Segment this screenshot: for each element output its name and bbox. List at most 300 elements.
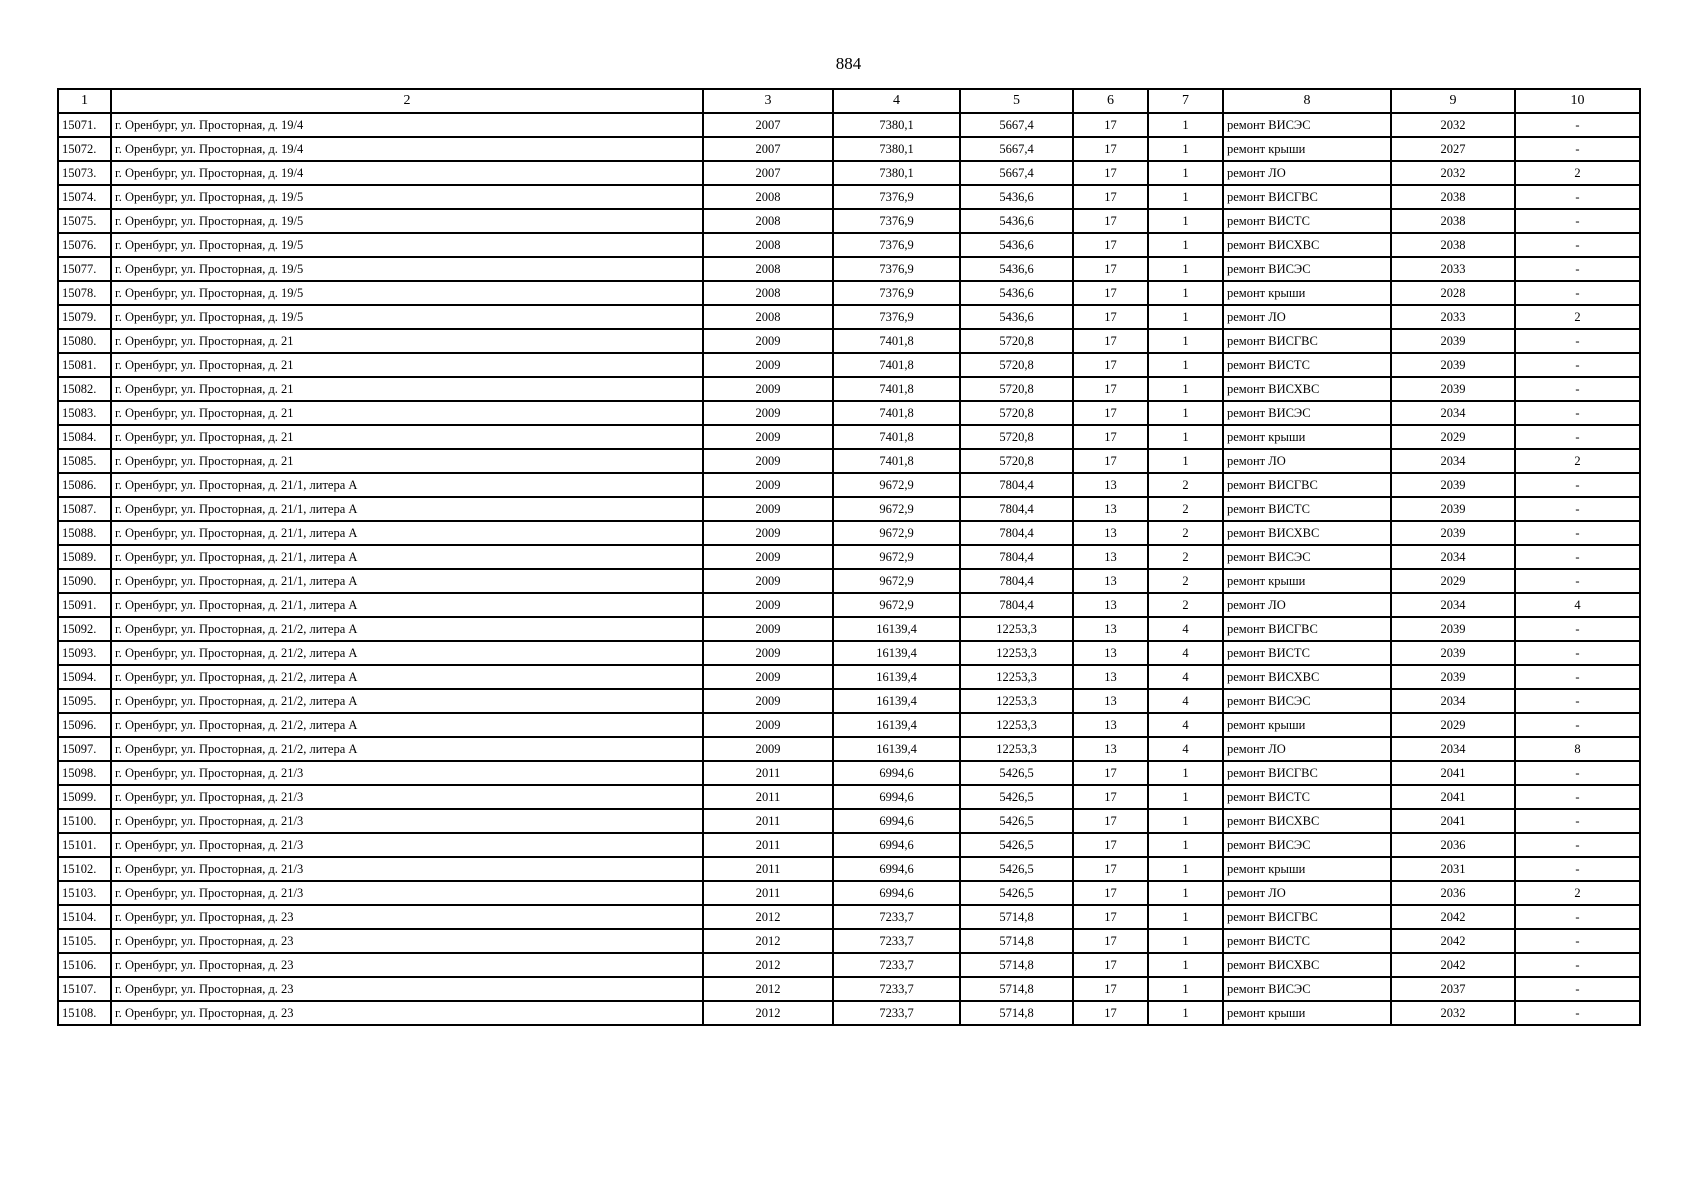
year-cell: 2009 — [703, 545, 833, 569]
year-cell: 2012 — [703, 905, 833, 929]
planned-year-cell: 2034 — [1391, 689, 1515, 713]
table-row — [58, 833, 1640, 857]
planned-year-cell: 2036 — [1391, 833, 1515, 857]
year-cell: 2009 — [703, 569, 833, 593]
total-area-cell: 9672,9 — [833, 521, 960, 545]
table-row — [58, 881, 1640, 905]
column-header: 6 — [1073, 89, 1148, 113]
work-type-cell: ремонт ВИСЭС — [1223, 257, 1391, 281]
address-cell: г. Оренбург, ул. Просторная, д. 19/5 — [111, 185, 703, 209]
year-cell: 2012 — [703, 1001, 833, 1025]
row-number: 15095. — [58, 689, 111, 713]
floors-cell: 17 — [1073, 881, 1148, 905]
total-area-cell: 7401,8 — [833, 449, 960, 473]
address-cell: г. Оренбург, ул. Просторная, д. 21/2, литера А — [111, 665, 703, 689]
floors-cell: 13 — [1073, 545, 1148, 569]
column-10-cell: - — [1515, 281, 1640, 305]
living-area-cell: 5720,8 — [960, 425, 1073, 449]
address-cell: г. Оренбург, ул. Просторная, д. 21 — [111, 329, 703, 353]
total-area-cell: 7401,8 — [833, 401, 960, 425]
total-area-cell: 9672,9 — [833, 545, 960, 569]
floors-cell: 17 — [1073, 1001, 1148, 1025]
column-header: 5 — [960, 89, 1073, 113]
living-area-cell: 5720,8 — [960, 377, 1073, 401]
table-row — [58, 449, 1640, 473]
table-row — [58, 857, 1640, 881]
living-area-cell: 5714,8 — [960, 929, 1073, 953]
living-area-cell: 5667,4 — [960, 113, 1073, 137]
total-area-cell: 7233,7 — [833, 977, 960, 1001]
floors-cell: 17 — [1073, 137, 1148, 161]
floors-cell: 17 — [1073, 377, 1148, 401]
row-number: 15102. — [58, 857, 111, 881]
year-cell: 2008 — [703, 233, 833, 257]
column-10-cell: - — [1515, 761, 1640, 785]
address-cell: г. Оренбург, ул. Просторная, д. 19/5 — [111, 281, 703, 305]
planned-year-cell: 2042 — [1391, 953, 1515, 977]
work-type-cell: ремонт ВИСТС — [1223, 929, 1391, 953]
table-row — [58, 353, 1640, 377]
total-area-cell: 7401,8 — [833, 425, 960, 449]
floors-cell: 17 — [1073, 953, 1148, 977]
floors-cell: 17 — [1073, 353, 1148, 377]
planned-year-cell: 2041 — [1391, 809, 1515, 833]
work-type-cell: ремонт ВИСХВС — [1223, 809, 1391, 833]
total-area-cell: 16139,4 — [833, 713, 960, 737]
address-cell: г. Оренбург, ул. Просторная, д. 21 — [111, 401, 703, 425]
planned-year-cell: 2029 — [1391, 713, 1515, 737]
table-row — [58, 113, 1640, 137]
column-10-cell: - — [1515, 521, 1640, 545]
year-cell: 2009 — [703, 329, 833, 353]
living-area-cell: 7804,4 — [960, 569, 1073, 593]
work-type-cell: ремонт ВИСЭС — [1223, 545, 1391, 569]
address-cell: г. Оренбург, ул. Просторная, д. 21/3 — [111, 833, 703, 857]
row-number: 15100. — [58, 809, 111, 833]
work-type-cell: ремонт крыши — [1223, 857, 1391, 881]
column-10-cell: - — [1515, 833, 1640, 857]
entrances-cell: 1 — [1148, 257, 1223, 281]
row-number: 15084. — [58, 425, 111, 449]
total-area-cell: 6994,6 — [833, 881, 960, 905]
column-10-cell: - — [1515, 113, 1640, 137]
year-cell: 2007 — [703, 161, 833, 185]
table-row — [58, 425, 1640, 449]
total-area-cell: 7376,9 — [833, 305, 960, 329]
planned-year-cell: 2032 — [1391, 161, 1515, 185]
table-row — [58, 713, 1640, 737]
column-header: 2 — [111, 89, 703, 113]
table-row — [58, 161, 1640, 185]
year-cell: 2008 — [703, 281, 833, 305]
column-10-cell: 2 — [1515, 305, 1640, 329]
address-cell: г. Оренбург, ул. Просторная, д. 21/2, литера А — [111, 689, 703, 713]
year-cell: 2011 — [703, 809, 833, 833]
column-header: 4 — [833, 89, 960, 113]
address-cell: г. Оренбург, ул. Просторная, д. 21/3 — [111, 809, 703, 833]
page-number: 884 — [835, 54, 862, 73]
table-row — [58, 641, 1640, 665]
total-area-cell: 7380,1 — [833, 137, 960, 161]
entrances-cell: 4 — [1148, 665, 1223, 689]
floors-cell: 13 — [1073, 665, 1148, 689]
total-area-cell: 7380,1 — [833, 161, 960, 185]
table-row — [58, 185, 1640, 209]
work-type-cell: ремонт ВИСТС — [1223, 497, 1391, 521]
address-cell: г. Оренбург, ул. Просторная, д. 21/1, литера А — [111, 545, 703, 569]
row-number: 15073. — [58, 161, 111, 185]
work-type-cell: ремонт ВИСХВС — [1223, 953, 1391, 977]
year-cell: 2011 — [703, 881, 833, 905]
address-cell: г. Оренбург, ул. Просторная, д. 23 — [111, 1001, 703, 1025]
planned-year-cell: 2041 — [1391, 785, 1515, 809]
entrances-cell: 1 — [1148, 161, 1223, 185]
table-row — [58, 401, 1640, 425]
planned-year-cell: 2034 — [1391, 545, 1515, 569]
living-area-cell: 7804,4 — [960, 521, 1073, 545]
entrances-cell: 4 — [1148, 737, 1223, 761]
living-area-cell: 5720,8 — [960, 401, 1073, 425]
row-number: 15108. — [58, 1001, 111, 1025]
year-cell: 2009 — [703, 377, 833, 401]
entrances-cell: 2 — [1148, 593, 1223, 617]
address-cell: г. Оренбург, ул. Просторная, д. 21/3 — [111, 761, 703, 785]
living-area-cell: 7804,4 — [960, 545, 1073, 569]
row-number: 15088. — [58, 521, 111, 545]
total-area-cell: 9672,9 — [833, 569, 960, 593]
total-area-cell: 7376,9 — [833, 209, 960, 233]
entrances-cell: 4 — [1148, 641, 1223, 665]
total-area-cell: 6994,6 — [833, 857, 960, 881]
year-cell: 2008 — [703, 209, 833, 233]
entrances-cell: 4 — [1148, 617, 1223, 641]
row-number: 15072. — [58, 137, 111, 161]
living-area-cell: 5436,6 — [960, 185, 1073, 209]
work-type-cell: ремонт крыши — [1223, 713, 1391, 737]
address-cell: г. Оренбург, ул. Просторная, д. 21 — [111, 449, 703, 473]
year-cell: 2012 — [703, 977, 833, 1001]
floors-cell: 17 — [1073, 833, 1148, 857]
column-10-cell: - — [1515, 545, 1640, 569]
floors-cell: 17 — [1073, 185, 1148, 209]
floors-cell: 17 — [1073, 977, 1148, 1001]
entrances-cell: 1 — [1148, 929, 1223, 953]
total-area-cell: 7401,8 — [833, 353, 960, 377]
column-10-cell: - — [1515, 185, 1640, 209]
total-area-cell: 6994,6 — [833, 785, 960, 809]
table-row — [58, 497, 1640, 521]
planned-year-cell: 2028 — [1391, 281, 1515, 305]
planned-year-cell: 2038 — [1391, 209, 1515, 233]
planned-year-cell: 2039 — [1391, 473, 1515, 497]
living-area-cell: 5426,5 — [960, 809, 1073, 833]
floors-cell: 13 — [1073, 713, 1148, 737]
address-cell: г. Оренбург, ул. Просторная, д. 21/2, литера А — [111, 617, 703, 641]
total-area-cell: 7376,9 — [833, 257, 960, 281]
planned-year-cell: 2042 — [1391, 929, 1515, 953]
column-10-cell: - — [1515, 641, 1640, 665]
column-10-cell: - — [1515, 665, 1640, 689]
floors-cell: 13 — [1073, 497, 1148, 521]
living-area-cell: 5714,8 — [960, 1001, 1073, 1025]
row-number: 15096. — [58, 713, 111, 737]
total-area-cell: 6994,6 — [833, 761, 960, 785]
planned-year-cell: 2039 — [1391, 617, 1515, 641]
entrances-cell: 1 — [1148, 425, 1223, 449]
living-area-cell: 12253,3 — [960, 689, 1073, 713]
table-row — [58, 233, 1640, 257]
entrances-cell: 4 — [1148, 689, 1223, 713]
address-cell: г. Оренбург, ул. Просторная, д. 23 — [111, 953, 703, 977]
floors-cell: 17 — [1073, 257, 1148, 281]
address-cell: г. Оренбург, ул. Просторная, д. 19/4 — [111, 137, 703, 161]
planned-year-cell: 2038 — [1391, 185, 1515, 209]
table-row — [58, 617, 1640, 641]
table-row — [58, 473, 1640, 497]
work-type-cell: ремонт ВИСХВС — [1223, 377, 1391, 401]
living-area-cell: 7804,4 — [960, 593, 1073, 617]
row-number: 15081. — [58, 353, 111, 377]
address-cell: г. Оренбург, ул. Просторная, д. 21/3 — [111, 785, 703, 809]
table-row — [58, 761, 1640, 785]
address-cell: г. Оренбург, ул. Просторная, д. 23 — [111, 905, 703, 929]
planned-year-cell: 2033 — [1391, 257, 1515, 281]
living-area-cell: 7804,4 — [960, 497, 1073, 521]
table-row — [58, 737, 1640, 761]
work-type-cell: ремонт ЛО — [1223, 881, 1391, 905]
work-type-cell: ремонт ВИСТС — [1223, 353, 1391, 377]
row-number: 15082. — [58, 377, 111, 401]
address-cell: г. Оренбург, ул. Просторная, д. 21 — [111, 353, 703, 377]
work-type-cell: ремонт ВИСГВС — [1223, 329, 1391, 353]
table-row — [58, 257, 1640, 281]
total-area-cell: 7376,9 — [833, 185, 960, 209]
floors-cell: 17 — [1073, 857, 1148, 881]
total-area-cell: 16139,4 — [833, 641, 960, 665]
column-10-cell: - — [1515, 785, 1640, 809]
floors-cell: 17 — [1073, 401, 1148, 425]
work-type-cell: ремонт ВИСГВС — [1223, 905, 1391, 929]
work-type-cell: ремонт ВИСЭС — [1223, 401, 1391, 425]
entrances-cell: 1 — [1148, 449, 1223, 473]
work-type-cell: ремонт ВИСХВС — [1223, 233, 1391, 257]
planned-year-cell: 2036 — [1391, 881, 1515, 905]
floors-cell: 13 — [1073, 689, 1148, 713]
living-area-cell: 12253,3 — [960, 617, 1073, 641]
living-area-cell: 5667,4 — [960, 161, 1073, 185]
row-number: 15091. — [58, 593, 111, 617]
table-row — [58, 593, 1640, 617]
floors-cell: 17 — [1073, 449, 1148, 473]
column-10-cell: 4 — [1515, 593, 1640, 617]
table-row — [58, 545, 1640, 569]
year-cell: 2009 — [703, 737, 833, 761]
total-area-cell: 16139,4 — [833, 617, 960, 641]
planned-year-cell: 2039 — [1391, 377, 1515, 401]
total-area-cell: 7233,7 — [833, 1001, 960, 1025]
entrances-cell: 1 — [1148, 185, 1223, 209]
row-number: 15077. — [58, 257, 111, 281]
floors-cell: 13 — [1073, 521, 1148, 545]
entrances-cell: 4 — [1148, 713, 1223, 737]
table-row — [58, 521, 1640, 545]
planned-year-cell: 2039 — [1391, 641, 1515, 665]
entrances-cell: 1 — [1148, 305, 1223, 329]
work-type-cell: ремонт крыши — [1223, 569, 1391, 593]
planned-year-cell: 2034 — [1391, 449, 1515, 473]
row-number: 15099. — [58, 785, 111, 809]
column-header: 1 — [58, 89, 111, 113]
planned-year-cell: 2032 — [1391, 113, 1515, 137]
header-row — [58, 89, 1640, 113]
total-area-cell: 7376,9 — [833, 281, 960, 305]
address-cell: г. Оренбург, ул. Просторная, д. 19/4 — [111, 113, 703, 137]
living-area-cell: 5436,6 — [960, 305, 1073, 329]
work-type-cell: ремонт ВИСХВС — [1223, 521, 1391, 545]
column-10-cell: - — [1515, 689, 1640, 713]
total-area-cell: 7233,7 — [833, 953, 960, 977]
address-cell: г. Оренбург, ул. Просторная, д. 23 — [111, 929, 703, 953]
work-type-cell: ремонт ВИСТС — [1223, 209, 1391, 233]
total-area-cell: 6994,6 — [833, 809, 960, 833]
total-area-cell: 7233,7 — [833, 905, 960, 929]
planned-year-cell: 2038 — [1391, 233, 1515, 257]
work-type-cell: ремонт ВИСЭС — [1223, 113, 1391, 137]
row-number: 15075. — [58, 209, 111, 233]
floors-cell: 17 — [1073, 113, 1148, 137]
row-number: 15076. — [58, 233, 111, 257]
work-type-cell: ремонт ЛО — [1223, 449, 1391, 473]
floors-cell: 17 — [1073, 233, 1148, 257]
column-10-cell: - — [1515, 569, 1640, 593]
column-10-cell: - — [1515, 809, 1640, 833]
column-10-cell: - — [1515, 329, 1640, 353]
column-10-cell: 2 — [1515, 881, 1640, 905]
living-area-cell: 5714,8 — [960, 953, 1073, 977]
column-10-cell: - — [1515, 353, 1640, 377]
planned-year-cell: 2034 — [1391, 401, 1515, 425]
floors-cell: 13 — [1073, 737, 1148, 761]
address-cell: г. Оренбург, ул. Просторная, д. 19/5 — [111, 257, 703, 281]
year-cell: 2009 — [703, 617, 833, 641]
work-type-cell: ремонт крыши — [1223, 281, 1391, 305]
row-number: 15101. — [58, 833, 111, 857]
address-cell: г. Оренбург, ул. Просторная, д. 23 — [111, 977, 703, 1001]
entrances-cell: 1 — [1148, 329, 1223, 353]
entrances-cell: 2 — [1148, 473, 1223, 497]
year-cell: 2009 — [703, 449, 833, 473]
address-cell: г. Оренбург, ул. Просторная, д. 21/1, литера А — [111, 593, 703, 617]
table-row — [58, 953, 1640, 977]
living-area-cell: 5436,6 — [960, 281, 1073, 305]
address-cell: г. Оренбург, ул. Просторная, д. 21/3 — [111, 881, 703, 905]
work-type-cell: ремонт ВИСЭС — [1223, 689, 1391, 713]
living-area-cell: 12253,3 — [960, 713, 1073, 737]
planned-year-cell: 2041 — [1391, 761, 1515, 785]
entrances-cell: 2 — [1148, 497, 1223, 521]
year-cell: 2009 — [703, 665, 833, 689]
work-type-cell: ремонт ВИСГВС — [1223, 185, 1391, 209]
floors-cell: 13 — [1073, 617, 1148, 641]
year-cell: 2008 — [703, 305, 833, 329]
floors-cell: 17 — [1073, 281, 1148, 305]
entrances-cell: 1 — [1148, 1001, 1223, 1025]
entrances-cell: 1 — [1148, 209, 1223, 233]
planned-year-cell: 2039 — [1391, 353, 1515, 377]
floors-cell: 13 — [1073, 641, 1148, 665]
work-type-cell: ремонт ВИСГВС — [1223, 761, 1391, 785]
floors-cell: 17 — [1073, 905, 1148, 929]
column-10-cell: - — [1515, 929, 1640, 953]
entrances-cell: 1 — [1148, 377, 1223, 401]
living-area-cell: 5426,5 — [960, 785, 1073, 809]
total-area-cell: 9672,9 — [833, 473, 960, 497]
address-cell: г. Оренбург, ул. Просторная, д. 21/1, литера А — [111, 497, 703, 521]
floors-cell: 17 — [1073, 785, 1148, 809]
table-row — [58, 329, 1640, 353]
year-cell: 2009 — [703, 713, 833, 737]
column-10-cell: - — [1515, 857, 1640, 881]
year-cell: 2011 — [703, 857, 833, 881]
column-10-cell: - — [1515, 257, 1640, 281]
column-10-cell: - — [1515, 1001, 1640, 1025]
living-area-cell: 7804,4 — [960, 473, 1073, 497]
row-number: 15074. — [58, 185, 111, 209]
year-cell: 2008 — [703, 185, 833, 209]
total-area-cell: 9672,9 — [833, 497, 960, 521]
column-10-cell: - — [1515, 497, 1640, 521]
planned-year-cell: 2039 — [1391, 329, 1515, 353]
address-cell: г. Оренбург, ул. Просторная, д. 21/1, литера А — [111, 569, 703, 593]
total-area-cell: 6994,6 — [833, 833, 960, 857]
work-type-cell: ремонт ВИСЭС — [1223, 833, 1391, 857]
table-row — [58, 305, 1640, 329]
column-10-cell: 8 — [1515, 737, 1640, 761]
row-number: 15083. — [58, 401, 111, 425]
entrances-cell: 1 — [1148, 857, 1223, 881]
entrances-cell: 1 — [1148, 281, 1223, 305]
floors-cell: 17 — [1073, 329, 1148, 353]
living-area-cell: 5720,8 — [960, 449, 1073, 473]
table-row — [58, 929, 1640, 953]
planned-year-cell: 2031 — [1391, 857, 1515, 881]
work-type-cell: ремонт ВИСТС — [1223, 785, 1391, 809]
address-cell: г. Оренбург, ул. Просторная, д. 19/5 — [111, 209, 703, 233]
year-cell: 2007 — [703, 137, 833, 161]
row-number: 15080. — [58, 329, 111, 353]
column-header: 8 — [1223, 89, 1391, 113]
column-10-cell: - — [1515, 425, 1640, 449]
floors-cell: 17 — [1073, 161, 1148, 185]
row-number: 15105. — [58, 929, 111, 953]
total-area-cell: 9672,9 — [833, 593, 960, 617]
total-area-cell: 7233,7 — [833, 929, 960, 953]
planned-year-cell: 2029 — [1391, 425, 1515, 449]
living-area-cell: 12253,3 — [960, 737, 1073, 761]
row-number: 15097. — [58, 737, 111, 761]
entrances-cell: 1 — [1148, 977, 1223, 1001]
entrances-cell: 1 — [1148, 881, 1223, 905]
entrances-cell: 1 — [1148, 401, 1223, 425]
entrances-cell: 1 — [1148, 137, 1223, 161]
work-type-cell: ремонт ВИСГВС — [1223, 617, 1391, 641]
year-cell: 2009 — [703, 689, 833, 713]
year-cell: 2012 — [703, 929, 833, 953]
total-area-cell: 16139,4 — [833, 737, 960, 761]
planned-year-cell: 2032 — [1391, 1001, 1515, 1025]
table-body — [58, 113, 1640, 1025]
entrances-cell: 1 — [1148, 761, 1223, 785]
